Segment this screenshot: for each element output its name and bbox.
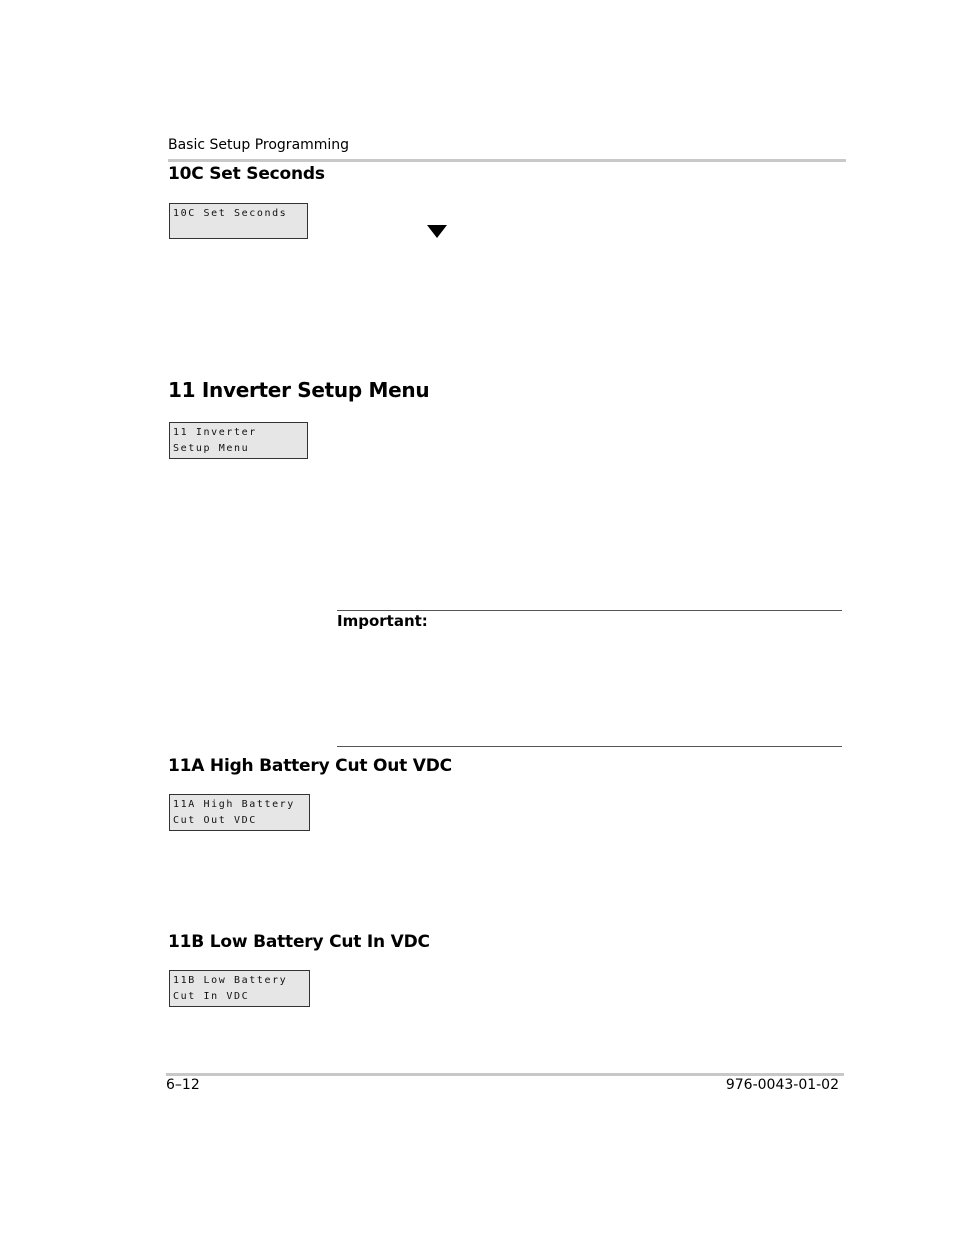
lcd-line: 11A High Battery [173,799,295,810]
lcd-display-11b [169,970,310,1007]
page-number: 6–12 [166,1077,200,1093]
lcd-line: 11B Low Battery [173,975,288,986]
lcd-line [173,222,304,238]
heading-10c: 10C Set Seconds [168,164,325,184]
important-bottom-rule [337,746,842,747]
lcd-line: 10C Set Seconds [173,208,288,219]
heading-11: 11 Inverter Setup Menu [168,378,430,402]
lcd-line: 11 Inverter [173,427,257,438]
heading-11a: 11A High Battery Cut Out VDC [168,756,452,776]
lcd-line: Setup Menu [173,443,250,454]
lcd-display-11a [169,794,310,831]
running-header: Basic Setup Programming [168,137,350,153]
lcd-display-10c [169,203,308,239]
lcd-line: Cut Out VDC [173,815,257,826]
document-number: 976-0043-01-02 [725,1077,839,1093]
down-triangle-icon [427,225,447,238]
footer-rule [166,1073,844,1076]
header-rule [168,159,846,162]
lcd-line: Cut In VDC [173,991,250,1002]
important-top-rule [337,610,842,611]
lcd-display-11 [169,422,308,459]
heading-11b: 11B Low Battery Cut In VDC [168,932,430,952]
important-label: Important: [337,612,428,630]
